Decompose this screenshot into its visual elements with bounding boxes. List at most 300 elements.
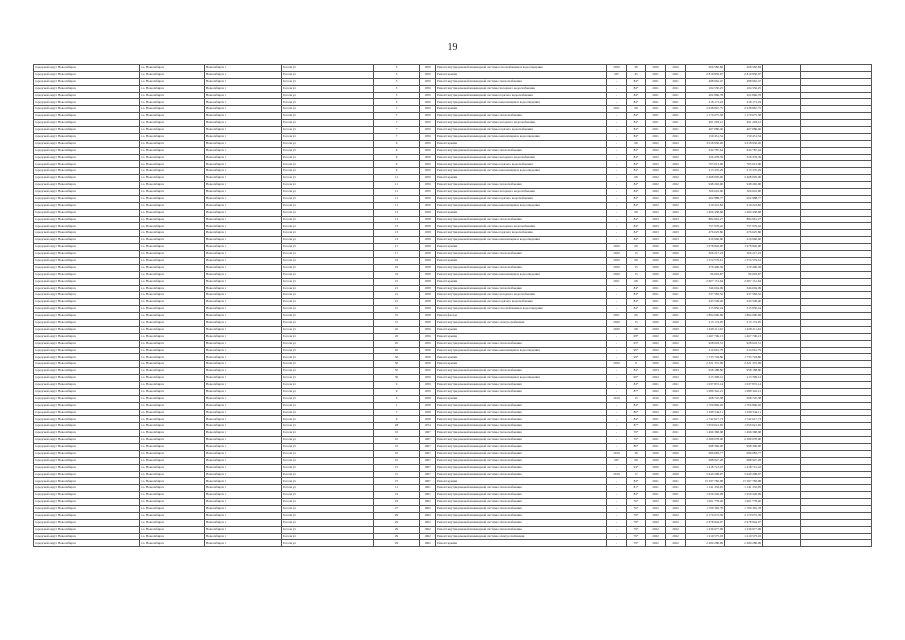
cell-municipality: городской округ Новосибирск	[34, 506, 140, 513]
cell-build-year: 1956	[420, 354, 436, 361]
cell-locality: Новосибирск г	[205, 471, 282, 478]
cell-house-number: 9	[374, 161, 420, 168]
cell-house-number: 7	[374, 113, 420, 120]
cell-survey-year: -	[607, 464, 627, 471]
cell-locality: Новосибирск г	[205, 347, 282, 354]
cell-wear-percent: 84*	[627, 78, 646, 85]
cell-district: г.о. Новосибирск	[140, 423, 205, 430]
cell-house-number: 9	[374, 154, 420, 161]
cell-municipality: городской округ Новосибирск	[34, 257, 140, 264]
cell-build-year: 1958	[420, 416, 436, 423]
cell-street: Гоголя ул	[282, 78, 374, 85]
cell-house-number: 5	[374, 65, 420, 72]
cell-cost: 410 960,60	[686, 237, 725, 244]
cell-survey-year: -	[607, 485, 627, 492]
cell-wear-percent: 90*	[627, 375, 646, 382]
cell-plan-start: 2021	[646, 71, 666, 78]
cell-district: г.о. Новосибирск	[140, 271, 205, 278]
cell-build-year: 1958	[420, 402, 436, 409]
cell-cost-total: 1 236 977,99	[725, 526, 763, 533]
cell-district: г.о. Новосибирск	[140, 499, 205, 506]
cell-build-year: 1950	[420, 120, 436, 127]
cell-extra	[763, 402, 801, 409]
table-row	[34, 375, 872, 382]
cell-survey-year: -	[607, 223, 627, 230]
cell-municipality: городской округ Новосибирск	[34, 120, 140, 127]
cell-house-number: 29	[374, 512, 420, 519]
cell-plan-end: 2023	[666, 230, 686, 237]
cell-municipality: городской округ Новосибирск	[34, 168, 140, 175]
cell-street: Гоголя ул	[282, 285, 374, 292]
cell-cost: 3 018 950,20	[686, 140, 725, 147]
cell-street: Гоголя ул	[282, 161, 374, 168]
cell-extra	[763, 333, 801, 340]
cell-locality: Новосибирск г	[205, 533, 282, 540]
cell-cost-total: 2 638 867,75	[725, 106, 763, 113]
cell-cost: 407 086,40	[686, 127, 725, 134]
cell-house-number: 9	[374, 147, 420, 154]
cell-street: Гоголя ул	[282, 457, 374, 464]
cell-wear-percent: 76*	[627, 499, 646, 506]
cell-district: г.о. Новосибирск	[140, 127, 205, 134]
cell-plan-end: 2020	[666, 271, 686, 278]
cell-build-year: 1950	[420, 113, 436, 120]
cell-municipality: городской округ Новосибирск	[34, 189, 140, 196]
cell-spare	[801, 512, 872, 519]
cell-plan-end: 2020	[666, 326, 686, 333]
cell-district: г.о. Новосибирск	[140, 113, 205, 120]
cell-extra	[763, 189, 801, 196]
cell-wear-percent: 68	[627, 457, 646, 464]
cell-municipality: городской округ Новосибирск	[34, 175, 140, 182]
cell-municipality: городской округ Новосибирск	[34, 375, 140, 382]
cell-extra	[763, 381, 801, 388]
cell-district: г.о. Новосибирск	[140, 251, 205, 258]
cell-plan-end: 2022	[666, 409, 686, 416]
cell-plan-start: 2021	[646, 402, 666, 409]
cell-survey-year: 207	[607, 71, 627, 78]
cell-municipality: городской округ Новосибирск	[34, 182, 140, 189]
cell-survey-year: -	[607, 423, 627, 430]
cell-cost: 214 061,79	[686, 347, 725, 354]
cell-plan-end: 2022	[666, 209, 686, 216]
cell-wear-percent: 79*	[627, 519, 646, 526]
cell-extra	[763, 457, 801, 464]
table-row	[34, 216, 872, 223]
cell-plan-start: 2023	[646, 237, 666, 244]
cell-plan-start: 2022	[646, 388, 666, 395]
cell-municipality: городской округ Новосибирск	[34, 533, 140, 540]
cell-municipality: городской округ Новосибирск	[34, 478, 140, 485]
cell-spare	[801, 361, 872, 368]
cell-house-number: 13	[374, 209, 420, 216]
cell-spare	[801, 443, 872, 450]
cell-survey-year: -	[607, 202, 627, 209]
cell-work-type: Ремонт внутридомовой инженерной системы горячего водоснабжения	[436, 299, 607, 306]
cell-work-type: Ремонт крыши	[436, 106, 607, 113]
cell-house-number: 13	[374, 216, 420, 223]
cell-plan-end: 2022	[666, 202, 686, 209]
table-row	[34, 237, 872, 244]
cell-plan-end: 2022	[666, 540, 686, 547]
cell-spare	[801, 381, 872, 388]
cell-locality: Новосибирск г	[205, 381, 282, 388]
cell-plan-start: 2022	[646, 209, 666, 216]
cell-house-number: 9	[374, 388, 420, 395]
cell-survey-year: -	[607, 292, 627, 299]
cell-street: Гоголя ул	[282, 319, 374, 326]
cell-municipality: городской округ Новосибирск	[34, 450, 140, 457]
cell-locality: Новосибирск г	[205, 416, 282, 423]
table-row	[34, 388, 872, 395]
cell-cost-total: 1 141 332,95	[725, 485, 763, 492]
cell-plan-start: 2021	[646, 292, 666, 299]
table-row	[34, 430, 872, 437]
cell-plan-end: 2022	[666, 161, 686, 168]
cell-locality: Новосибирск г	[205, 147, 282, 154]
cell-house-number: 7	[374, 106, 420, 113]
cell-spare	[801, 437, 872, 444]
cell-district: г.о. Новосибирск	[140, 195, 205, 202]
cell-build-year: 1956	[420, 375, 436, 382]
cell-street: Гоголя ул	[282, 85, 374, 92]
cell-cost: 476 625,86	[686, 230, 725, 237]
cell-spare	[801, 195, 872, 202]
cell-cost-total: 1 496 368,68	[725, 430, 763, 437]
table-row	[34, 189, 872, 196]
cell-cost: 958 188,80	[686, 368, 725, 375]
cell-street: Гоголя ул	[282, 99, 374, 106]
cell-wear-percent: 84*	[627, 285, 646, 292]
cell-house-number: 1	[374, 402, 420, 409]
cell-municipality: городской округ Новосибирск	[34, 368, 140, 375]
cell-wear-percent: 99*	[627, 354, 646, 361]
cell-work-type: Ремонт внутридомовой инженерной системы теплоснабжения	[436, 251, 607, 258]
cell-wear-percent: 84*	[627, 92, 646, 99]
cell-plan-end: 2021	[666, 85, 686, 92]
cell-plan-end: 2022	[666, 182, 686, 189]
cell-locality: Новосибирск г	[205, 340, 282, 347]
cell-extra	[763, 533, 801, 540]
cell-locality: Новосибирск г	[205, 512, 282, 519]
cell-plan-end: 2020	[666, 457, 686, 464]
cell-spare	[801, 506, 872, 513]
cell-cost: 948 292,96	[686, 182, 725, 189]
cell-wear-percent: 84*	[627, 127, 646, 134]
cell-work-type: Ремонт внутридомовой инженерной системы горячего водоснабжения	[436, 161, 607, 168]
cell-house-number: 10	[374, 450, 420, 457]
cell-cost-total: 237 583,52	[725, 292, 763, 299]
cell-survey-year: -	[607, 237, 627, 244]
cell-plan-start: 2021	[646, 120, 666, 127]
cell-street: Гоголя ул	[282, 423, 374, 430]
cell-cost: 15 597 782,98	[686, 478, 725, 485]
cell-wear-percent: 76*	[627, 506, 646, 513]
cell-locality: Новосибирск г	[205, 313, 282, 320]
cell-extra	[763, 154, 801, 161]
cell-locality: Новосибирск г	[205, 278, 282, 285]
cell-plan-start: 2021	[646, 485, 666, 492]
table-row	[34, 161, 872, 168]
cell-cost: 159 451,54	[686, 133, 725, 140]
cell-cost: 928 618,51	[686, 340, 725, 347]
cell-cost: 219 241,82	[686, 202, 725, 209]
cell-house-number: 15	[374, 464, 420, 471]
cell-spare	[801, 306, 872, 313]
cell-municipality: городской округ Новосибирск	[34, 237, 140, 244]
cell-plan-start: 2023	[646, 368, 666, 375]
cell-street: Гоголя ул	[282, 189, 374, 196]
table-row	[34, 251, 872, 258]
cell-build-year: 1967	[420, 430, 436, 437]
cell-cost-total: 1 089 342,21	[725, 388, 763, 395]
cell-build-year: 1958	[420, 306, 436, 313]
cell-build-year: 1956	[420, 326, 436, 333]
cell-district: г.о. Новосибирск	[140, 492, 205, 499]
cell-plan-end: 2021	[666, 71, 686, 78]
cell-wear-percent: 68	[627, 106, 646, 113]
cell-municipality: городской округ Новосибирск	[34, 464, 140, 471]
cell-cost: 2 819 850,97	[686, 71, 725, 78]
cell-municipality: городской округ Новосибирск	[34, 402, 140, 409]
cell-locality: Новосибирск г	[205, 368, 282, 375]
cell-street: Гоголя ул	[282, 499, 374, 506]
cell-work-type: Ремонт внутридомовой инженерной системы теплоснабжения	[436, 423, 607, 430]
cell-cost: 1 978 826,90	[686, 244, 725, 251]
cell-cost: 1 219 575,03	[686, 533, 725, 540]
cell-spare	[801, 209, 872, 216]
cell-locality: Новосибирск г	[205, 299, 282, 306]
cell-spare	[801, 333, 872, 340]
cell-municipality: городской округ Новосибирск	[34, 99, 140, 106]
cell-cost: 1 901 778,40	[686, 499, 725, 506]
cell-locality: Новосибирск г	[205, 175, 282, 182]
cell-spare	[801, 430, 872, 437]
cell-locality: Новосибирск г	[205, 395, 282, 402]
cell-build-year: 1967	[420, 464, 436, 471]
cell-house-number: 50	[374, 354, 420, 361]
cell-extra	[763, 264, 801, 271]
cell-cost-total: 1 170 675,58	[725, 113, 763, 120]
cell-plan-start: 2021	[646, 106, 666, 113]
cell-work-type: Ремонт внутридомовой инженерной системы холодного водоснабжения	[436, 292, 607, 299]
cell-cost: 279 406,39	[686, 264, 725, 271]
cell-build-year: 1950	[420, 71, 436, 78]
cell-build-year: 1958	[420, 223, 436, 230]
cell-municipality: городской округ Новосибирск	[34, 230, 140, 237]
cell-plan-end: 2021	[666, 78, 686, 85]
cell-wear-percent: 68	[627, 140, 646, 147]
cell-extra	[763, 340, 801, 347]
cell-house-number: 45	[374, 333, 420, 340]
cell-build-year: 1962	[420, 526, 436, 533]
cell-cost: 1 089 342,21	[686, 388, 725, 395]
cell-municipality: городской округ Новосибирск	[34, 195, 140, 202]
table-row	[34, 326, 872, 333]
cell-spare	[801, 326, 872, 333]
cell-extra	[763, 147, 801, 154]
cell-wear-percent: 84*	[627, 120, 646, 127]
cell-work-type: Ремонт внутридомовой инженерной системы теплоснабжения	[436, 499, 607, 506]
cell-locality: Новосибирск г	[205, 443, 282, 450]
cell-district: г.о. Новосибирск	[140, 223, 205, 230]
cell-municipality: городской округ Новосибирск	[34, 292, 140, 299]
cell-plan-end: 2022	[666, 189, 686, 196]
cell-plan-start: 2022	[646, 354, 666, 361]
cell-survey-year: 207	[607, 457, 627, 464]
cell-municipality: городской округ Новосибирск	[34, 485, 140, 492]
cell-cost-total: 213 399,12	[725, 375, 763, 382]
cell-extra	[763, 519, 801, 526]
cell-district: г.о. Новосибирск	[140, 402, 205, 409]
cell-extra	[763, 168, 801, 175]
cell-build-year: 1959	[420, 381, 436, 388]
cell-extra	[763, 120, 801, 127]
cell-spare	[801, 478, 872, 485]
cell-build-year: 1958	[420, 209, 436, 216]
cell-cost: 1 706 866,02	[686, 402, 725, 409]
cell-survey-year: -	[607, 154, 627, 161]
cell-locality: Новосибирск г	[205, 499, 282, 506]
cell-plan-end: 2021	[666, 278, 686, 285]
cell-wear-percent: 68	[627, 278, 646, 285]
cell-survey-year: -	[607, 512, 627, 519]
cell-locality: Новосибирск г	[205, 540, 282, 547]
cell-cost-total: 1 574 579,61	[725, 257, 763, 264]
cell-wear-percent: 15	[627, 251, 646, 258]
cell-cost-total: 1 418 712,43	[725, 464, 763, 471]
cell-district: г.о. Новосибирск	[140, 182, 205, 189]
cell-work-type: Ремонт внутридомовой инженерной системы горячего водоснабжения	[436, 92, 607, 99]
cell-build-year: 1958	[420, 257, 436, 264]
cell-plan-end: 2021	[666, 292, 686, 299]
cell-work-type: Ремонт внутридомовой инженерной системы канализации и водоотведения	[436, 237, 607, 244]
cell-plan-start: 2022	[646, 333, 666, 340]
cell-survey-year: -	[607, 443, 627, 450]
cell-extra	[763, 230, 801, 237]
cell-plan-start: 2022	[646, 375, 666, 382]
cell-district: г.о. Новосибирск	[140, 443, 205, 450]
cell-extra	[763, 361, 801, 368]
cell-extra	[763, 368, 801, 375]
cell-work-type: Ремонт внутридомовой инженерной системы канализации и водоотведения	[436, 347, 607, 354]
cell-district: г.о. Новосибирск	[140, 388, 205, 395]
cell-work-type: Ремонт внутридомовой инженерной системы теплоснабжения	[436, 147, 607, 154]
cell-municipality: городской округ Новосибирск	[34, 71, 140, 78]
cell-wear-percent: 84*	[627, 402, 646, 409]
table-row	[34, 512, 872, 519]
cell-survey-year: -	[607, 347, 627, 354]
cell-cost-total: 202 866,78	[725, 92, 763, 99]
cell-spare	[801, 189, 872, 196]
cell-plan-end: 2022	[666, 526, 686, 533]
cell-locality: Новосибирск г	[205, 423, 282, 430]
cell-wear-percent: 81*	[627, 485, 646, 492]
cell-spare	[801, 154, 872, 161]
cell-district: г.о. Новосибирск	[140, 533, 205, 540]
cell-survey-year: 2021	[607, 278, 627, 285]
cell-spare	[801, 140, 872, 147]
cell-work-type: Ремонт внутридомовой инженерной системы газоснабжения и водоотведения	[436, 306, 607, 313]
cell-plan-end: 2022	[666, 195, 686, 202]
cell-spare	[801, 216, 872, 223]
cell-district: г.о. Новосибирск	[140, 368, 205, 375]
cell-district: г.о. Новосибирск	[140, 354, 205, 361]
cell-work-type: Ремонт внутридомовой инженерной системы теплоснабжения	[436, 409, 607, 416]
cell-wear-percent: 87*	[627, 388, 646, 395]
cell-district: г.о. Новосибирск	[140, 237, 205, 244]
cell-build-year: 1958	[420, 237, 436, 244]
cell-work-type: Ремонт крыши	[436, 209, 607, 216]
cell-build-year: 1962	[420, 533, 436, 540]
cell-municipality: городской округ Новосибирск	[34, 78, 140, 85]
table-row	[34, 402, 872, 409]
cell-street: Гоголя ул	[282, 368, 374, 375]
cell-locality: Новосибирск г	[205, 409, 282, 416]
cell-survey-year: 2019	[607, 450, 627, 457]
cell-house-number: 7	[374, 133, 420, 140]
cell-survey-year: -	[607, 409, 627, 416]
cell-spare	[801, 499, 872, 506]
cell-spare	[801, 244, 872, 251]
cell-municipality: городской округ Новосибирск	[34, 244, 140, 251]
cell-cost-total: 15 597 782,98	[725, 478, 763, 485]
cell-plan-end: 2020	[666, 65, 686, 72]
cell-build-year: 1950	[420, 189, 436, 196]
cell-wear-percent: 15	[627, 264, 646, 271]
cell-district: г.о. Новосибирск	[140, 409, 205, 416]
cell-build-year: 1967	[420, 457, 436, 464]
cell-street: Гоголя ул	[282, 388, 374, 395]
cell-build-year: 1956	[420, 368, 436, 375]
cell-work-type: Ремонт крыши	[436, 244, 607, 251]
table-row	[34, 154, 872, 161]
cell-street: Гоголя ул	[282, 113, 374, 120]
cell-survey-year: -	[607, 499, 627, 506]
cell-wear-percent: 80*	[627, 443, 646, 450]
cell-locality: Новосибирск г	[205, 78, 282, 85]
cell-spare	[801, 106, 872, 113]
cell-cost-total: 1 467 706,13	[725, 333, 763, 340]
cell-district: г.о. Новосибирск	[140, 319, 205, 326]
cell-street: Гоголя ул	[282, 402, 374, 409]
cell-plan-end: 2021	[666, 423, 686, 430]
cell-house-number: 10	[374, 437, 420, 444]
cell-extra	[763, 285, 801, 292]
cell-municipality: городской округ Новосибирск	[34, 416, 140, 423]
table-row	[34, 299, 872, 306]
table-row	[34, 65, 872, 72]
table-row	[34, 533, 872, 540]
cell-locality: Новосибирск г	[205, 292, 282, 299]
cell-street: Гоголя ул	[282, 540, 374, 547]
cell-work-type: Ремонт крыши	[436, 326, 607, 333]
cell-spare	[801, 526, 872, 533]
cell-plan-start: 2022	[646, 154, 666, 161]
cell-build-year: 1962	[420, 499, 436, 506]
cell-house-number: 19	[374, 492, 420, 499]
cell-plan-end: 2021	[666, 106, 686, 113]
cell-work-type: Ремонт внутридомовой инженерной системы теплоснабжения	[436, 182, 607, 189]
cell-wear-percent: 79*	[627, 526, 646, 533]
cell-cost: 346 004,09	[686, 285, 725, 292]
cell-street: Гоголя ул	[282, 464, 374, 471]
cell-wear-percent: 84*	[627, 368, 646, 375]
cell-spare	[801, 161, 872, 168]
cell-work-type: Ремонт внутридомовой инженерной системы канализации и водоотведения	[436, 271, 607, 278]
cell-wear-percent: 84*	[627, 381, 646, 388]
cell-build-year: 1967	[420, 450, 436, 457]
